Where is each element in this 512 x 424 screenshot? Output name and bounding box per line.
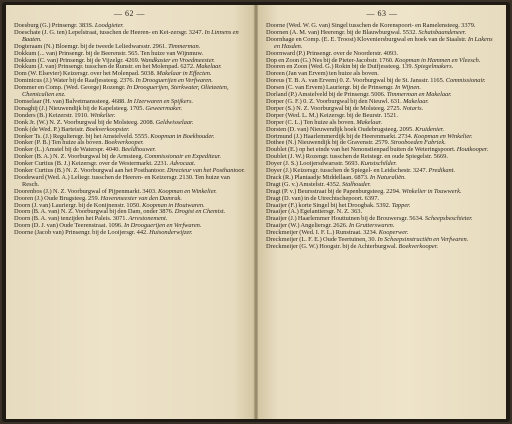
entry-text: Donker Ts. (J.) Regulieregr. bij het Amstelveld. 5555. [14, 132, 151, 140]
entry-occupation: Wandkaster en Vroedmeester. [140, 56, 215, 64]
entry-text: Doornhage en Comp. (E. E. Troost) Kloveniersburgwal en hoek van de Staalstr. [266, 35, 468, 43]
entry-text: Donker (B. A.) N. Z. Voorburgwal bij de Armsteeg. [14, 153, 145, 161]
entry-text: Doodeward (Wed. A.) Leliegr. tusschen de Heeren- en Keizersgr. 2130. Ten huize van Resch. [14, 173, 230, 188]
entry-text: Dokkum (C. van) Prinsengr. bij de Vijzelgr. 4269. [14, 56, 141, 64]
entry-text: Dreckmeijer (Wed. I. F. L.) Runstraat. 3234. [266, 229, 379, 237]
entry-occupation: Boekverkooper. [104, 139, 144, 147]
entry-text: Doorn (B. A. van) tenzijden het Paleis. 3071. [14, 215, 129, 223]
entry-occupation: Notaris. [402, 104, 424, 112]
left-page [6, 5, 254, 419]
directory-entry [14, 85, 245, 99]
entry-occupation: Kunstschilder. [360, 160, 397, 168]
entry-occupation: Tapper. [391, 201, 411, 209]
entry-occupation: Winkelier in Touwwerk. [401, 187, 462, 195]
entry-occupation: In Grutterswaren. [348, 222, 395, 230]
entry-list-right [266, 23, 498, 251]
entry-occupation: Loodgieter. [94, 22, 124, 29]
directory-entry [266, 244, 498, 251]
entry-occupation: Koopman in Houtwaren. [142, 201, 205, 209]
entry-occupation: In Linnens en Baaten. [22, 28, 239, 43]
entry-occupation: Scheepsbeschieter. [424, 215, 473, 223]
entry-text: Doublet (E.) op het einde van het Nenonstienpad buiten de Weteringspoort. [266, 146, 457, 154]
entry-occupation: Spiegelmakers. [414, 63, 454, 71]
entry-occupation: Kruidenier. [415, 125, 445, 133]
entry-occupation: Beeldhouwer. [121, 146, 156, 154]
entry-occupation: Geweermaker. [145, 104, 183, 112]
entry-occupation: In IJzerwaren en Spijkers. [127, 97, 194, 105]
entry-occupation: In Wijnen. [395, 84, 421, 92]
directory-entry [14, 230, 245, 237]
directory-entry [266, 37, 498, 51]
entry-text: Doorn (J. van) Lauriergr. bij de Konijnenstr. 1050. [14, 201, 143, 209]
entry-text: Dom (W. Elsevier) Keizersgr. over het Molenpad. 5038. [14, 70, 157, 78]
entry-text: Dragt (D. van) in de Utrechtschepoort. 6397. [266, 194, 380, 202]
entry-text: Donk (de Wed. P.) Barteistr. [14, 125, 86, 133]
entry-occupation: Timmerman. [168, 42, 201, 50]
entry-text: Draaijer (F.) korte Singel bij het Droogbak. 5392. [266, 201, 392, 209]
entry-text: Draaijer (W.) Angeliersgr. 2626. [266, 222, 349, 230]
entry-occupation: Makelaar. [196, 63, 222, 71]
entry-occupation: Predikant. [428, 167, 456, 175]
entry-text: Dorsten (D. van) Nieuwendijk hoek Oudebrugsteeg. 2095. [266, 125, 416, 133]
entry-occupation: Makelaar. [403, 97, 429, 105]
entry-occupation: Havenmeester van den Damrak. [100, 194, 182, 202]
entry-text: Doreus (T. B. A. van Ervem) 0. Z. Voorburgwal bij de St. Jansstr. 1165. [266, 77, 446, 85]
entry-text: Doorn (B. A. van) N. Z. Voorburgwal bij den Dam, onder 3876. [14, 208, 175, 216]
entry-occupation: In Drooguerijen, Sterkwater, Olieteeten, Chemicalien enz. [22, 84, 229, 99]
entry-text: Draaijer (A.) Egelantiersgr. N. Z. 363. [266, 208, 363, 216]
entry-text: Dortmund (J.) Haarlemmerdijk bij de Heerenmarkt. 2734. [266, 132, 414, 140]
entry-text: Draaijer (J.) Haarlemmer Houttuinen bij de Brouwersgr. 5634. [266, 215, 425, 223]
entry-occupation: Directeur van het Posthantoor. [166, 167, 245, 175]
entry-occupation: Kooperwer. [378, 229, 409, 237]
entry-occupation: Koopman en Winkelier. [413, 132, 473, 140]
entry-text: Dreckmeijer (L. F. E.) Oude Teertuinen, 30. [266, 236, 378, 244]
entry-occupation: In Lakens en Hasden. [274, 35, 493, 50]
entry-text: Dorper (G. F.) 0. Z. Voorburgwal bij den Nieuwl. 631. [266, 97, 404, 105]
entry-text: Dorper (S.) N. Z. Voorburgwal bij de Molsteeg. 2725. [266, 104, 403, 112]
entry-text: Doorn (D. J. van) Oude Teerenstraat. 1096. [14, 222, 125, 230]
entry-text: Doornward (P.) Prinsengr. over de Noorderstr. 4093. [266, 49, 399, 57]
entry-occupation: Drogist en Chemist. [174, 208, 226, 216]
entry-text: Dooren (J.) Oude Brugsteeg. 259. [14, 194, 101, 202]
directory-entry [14, 175, 245, 189]
entry-text: Doorenbos (J.) N. Z. Voorburgwal of Pijpenmarkt. 3403. [14, 187, 159, 195]
entry-text: Dooren en Zoon (Wed. G.) Rokin bij de Duifjessteeg. 139. [266, 63, 415, 71]
entry-text: Dorper (Wed. L. M.) Keizersgr. bij de Beurstr. 1521. [266, 111, 398, 119]
entry-occupation: Koopman in Hammen en Vleesch. [394, 56, 481, 64]
entry-text: Doyer (J. S.) Looijersdwarsstr. 5693. [266, 160, 361, 168]
entry-text: Doesburg (G.) Prinsengr. 383S. [14, 22, 95, 29]
entry-text: Donker (L.) Amstel bij de Waterspr. 4040. [14, 146, 122, 154]
entry-text: Dommer en Comp. (Wed. George) Rozengr. [14, 84, 127, 92]
entry-text: Dorsen (C. van Ervem) Lauriergr. bij de Prinsengr. [266, 84, 395, 92]
entry-text: Dreckmeijer (G. W.) Hoogstr. bij de Achterburgwal. [266, 243, 399, 250]
entry-text: Donker Curtius (B. J.) Keizersgr. over de Westermarkt. 2231. [14, 160, 170, 168]
entry-occupation: Makelaar. [356, 118, 383, 126]
entry-occupation: Houtkooper. [456, 146, 489, 154]
entry-list-left [14, 23, 245, 237]
entry-text: Doornen (A. M. van) Heerengr. bij de Blauwburgwal. 5532. [266, 28, 419, 36]
entry-occupation: Strooboeden Fabriek. [390, 139, 446, 147]
entry-text: Dokkum (... van) Prinsengr. bij de Beerenstr. 565. Ten huize van Wijnmuw. [14, 49, 204, 57]
entry-occupation: Makelaar in Effecten. [156, 70, 212, 78]
entry-text: Donker Curtius (B.) N. Z. Voorburgwal aan het Posthantoor. [14, 167, 167, 175]
entry-text: Dragt (G. v.) Amstelstr. 4352. [266, 180, 343, 188]
entry-occupation: Huisonderwijzer. [149, 229, 193, 237]
entry-occupation: In Scheepsinstructiën en Verfwaren. [377, 236, 469, 244]
entry-text: Doreen (Jan van Ervem) ten huize als boven. [266, 70, 379, 78]
page-number-left: — 62 — [114, 9, 145, 18]
entry-text: Drack (R.) Plantaadje Middellaan. 6873. [266, 173, 370, 181]
entry-text: Doublet (J. W.) Rozengr. tusschen de Reistegr. en oude Spiegelstr. 5669. [266, 153, 448, 161]
entry-occupation: Boekverkoopster. [85, 125, 130, 133]
entry-occupation: Geldwisselaar. [155, 118, 194, 126]
entry-occupation: Advocaat. [169, 160, 196, 168]
entry-occupation: In Drooguerijen en Verfwaren. [135, 77, 213, 85]
entry-text: Dothee (N.) Nieuwendijk bij de Gravenstr. 2579. [266, 139, 391, 147]
entry-text: Doeschate (J. G. ten) Lepelstraat, tusschen de Heeren- en Kei-zersgr. 3247. [14, 28, 205, 36]
open-book [2, 2, 510, 422]
entry-text: Doorne (Wed. W. G. van) Singel tusschen de Korenspoort- en Ramelensteeg. 3379. [266, 22, 476, 29]
entry-text: Dogteraam (N.) Bloemgr. bij de tweede Leliedwarsstr. 2961. [14, 42, 169, 50]
entry-text: Donk Jr. (W.) N. Z. Voorburgwal bij de Molsteeg. 2008. [14, 118, 156, 126]
entry-text: Dorper (C. L.) Ten huize als boven. [266, 118, 357, 126]
entry-text: Domselaar (H. van) Balvetmanssteeg. 4688. [14, 97, 128, 105]
entry-text: Donders (B.) Keizerstr. 1910. [14, 111, 91, 119]
entry-text: Dominicus (J.) Water bij de Raafjessteeg. 2376. [14, 77, 136, 85]
entry-occupation: Koopman in Boekhouder. [150, 132, 215, 140]
entry-text: Dragt (P. v.) Beursstraat bij de Papenburgsteeg. 2294. [266, 187, 402, 195]
entry-text: Doorne (Jacob van) Prinsengr. bij de Looijersgr. 442. [14, 229, 150, 237]
entry-occupation: Winkelier. [90, 111, 116, 119]
page-number-right: — 63 — [366, 9, 398, 18]
entry-text: Donker (P. B.) Ten huize als boven. [14, 139, 105, 147]
entry-occupation: Schatsbaandeneer. [418, 28, 467, 36]
entry-text: Doyer (J.) Keizersgr. tusschen de Spiegel- en Leidschestr. 3247. [266, 167, 429, 175]
right-page [258, 5, 506, 419]
directory-entry [14, 30, 245, 44]
entry-occupation: Koopman en Winkelier. [158, 187, 217, 195]
entry-occupation: Commissionair en Expediteur. [144, 153, 222, 161]
entry-occupation: Commissionair. [445, 77, 486, 85]
entry-occupation: Timmerman en Makelaar. [386, 91, 452, 99]
entry-occupation: In Naturaliën. [369, 173, 406, 181]
entry-occupation: In Drooguerijen en Verfwaren. [124, 222, 202, 230]
entry-occupation: Arrestonement. [128, 215, 168, 223]
entry-occupation: Boekverkooper. [398, 243, 439, 250]
entry-text: Dorland (P.) Amstelveld bij de Prinsengr. 5006. [266, 91, 387, 99]
entry-text: Donaghij (J.) Nieuwendijk bij de Kapelsteeg. 1705. [14, 104, 146, 112]
entry-text: Dop en Zoon (G.) Nes bij de Pieter-Jacobstr. 1760. [266, 56, 395, 64]
entry-text: Dokkum (J. van) Prinsengr. tusschen de Runstr. en het Molenpad. 6272. [14, 63, 197, 71]
entry-occupation: Stalhouder. [342, 180, 371, 188]
